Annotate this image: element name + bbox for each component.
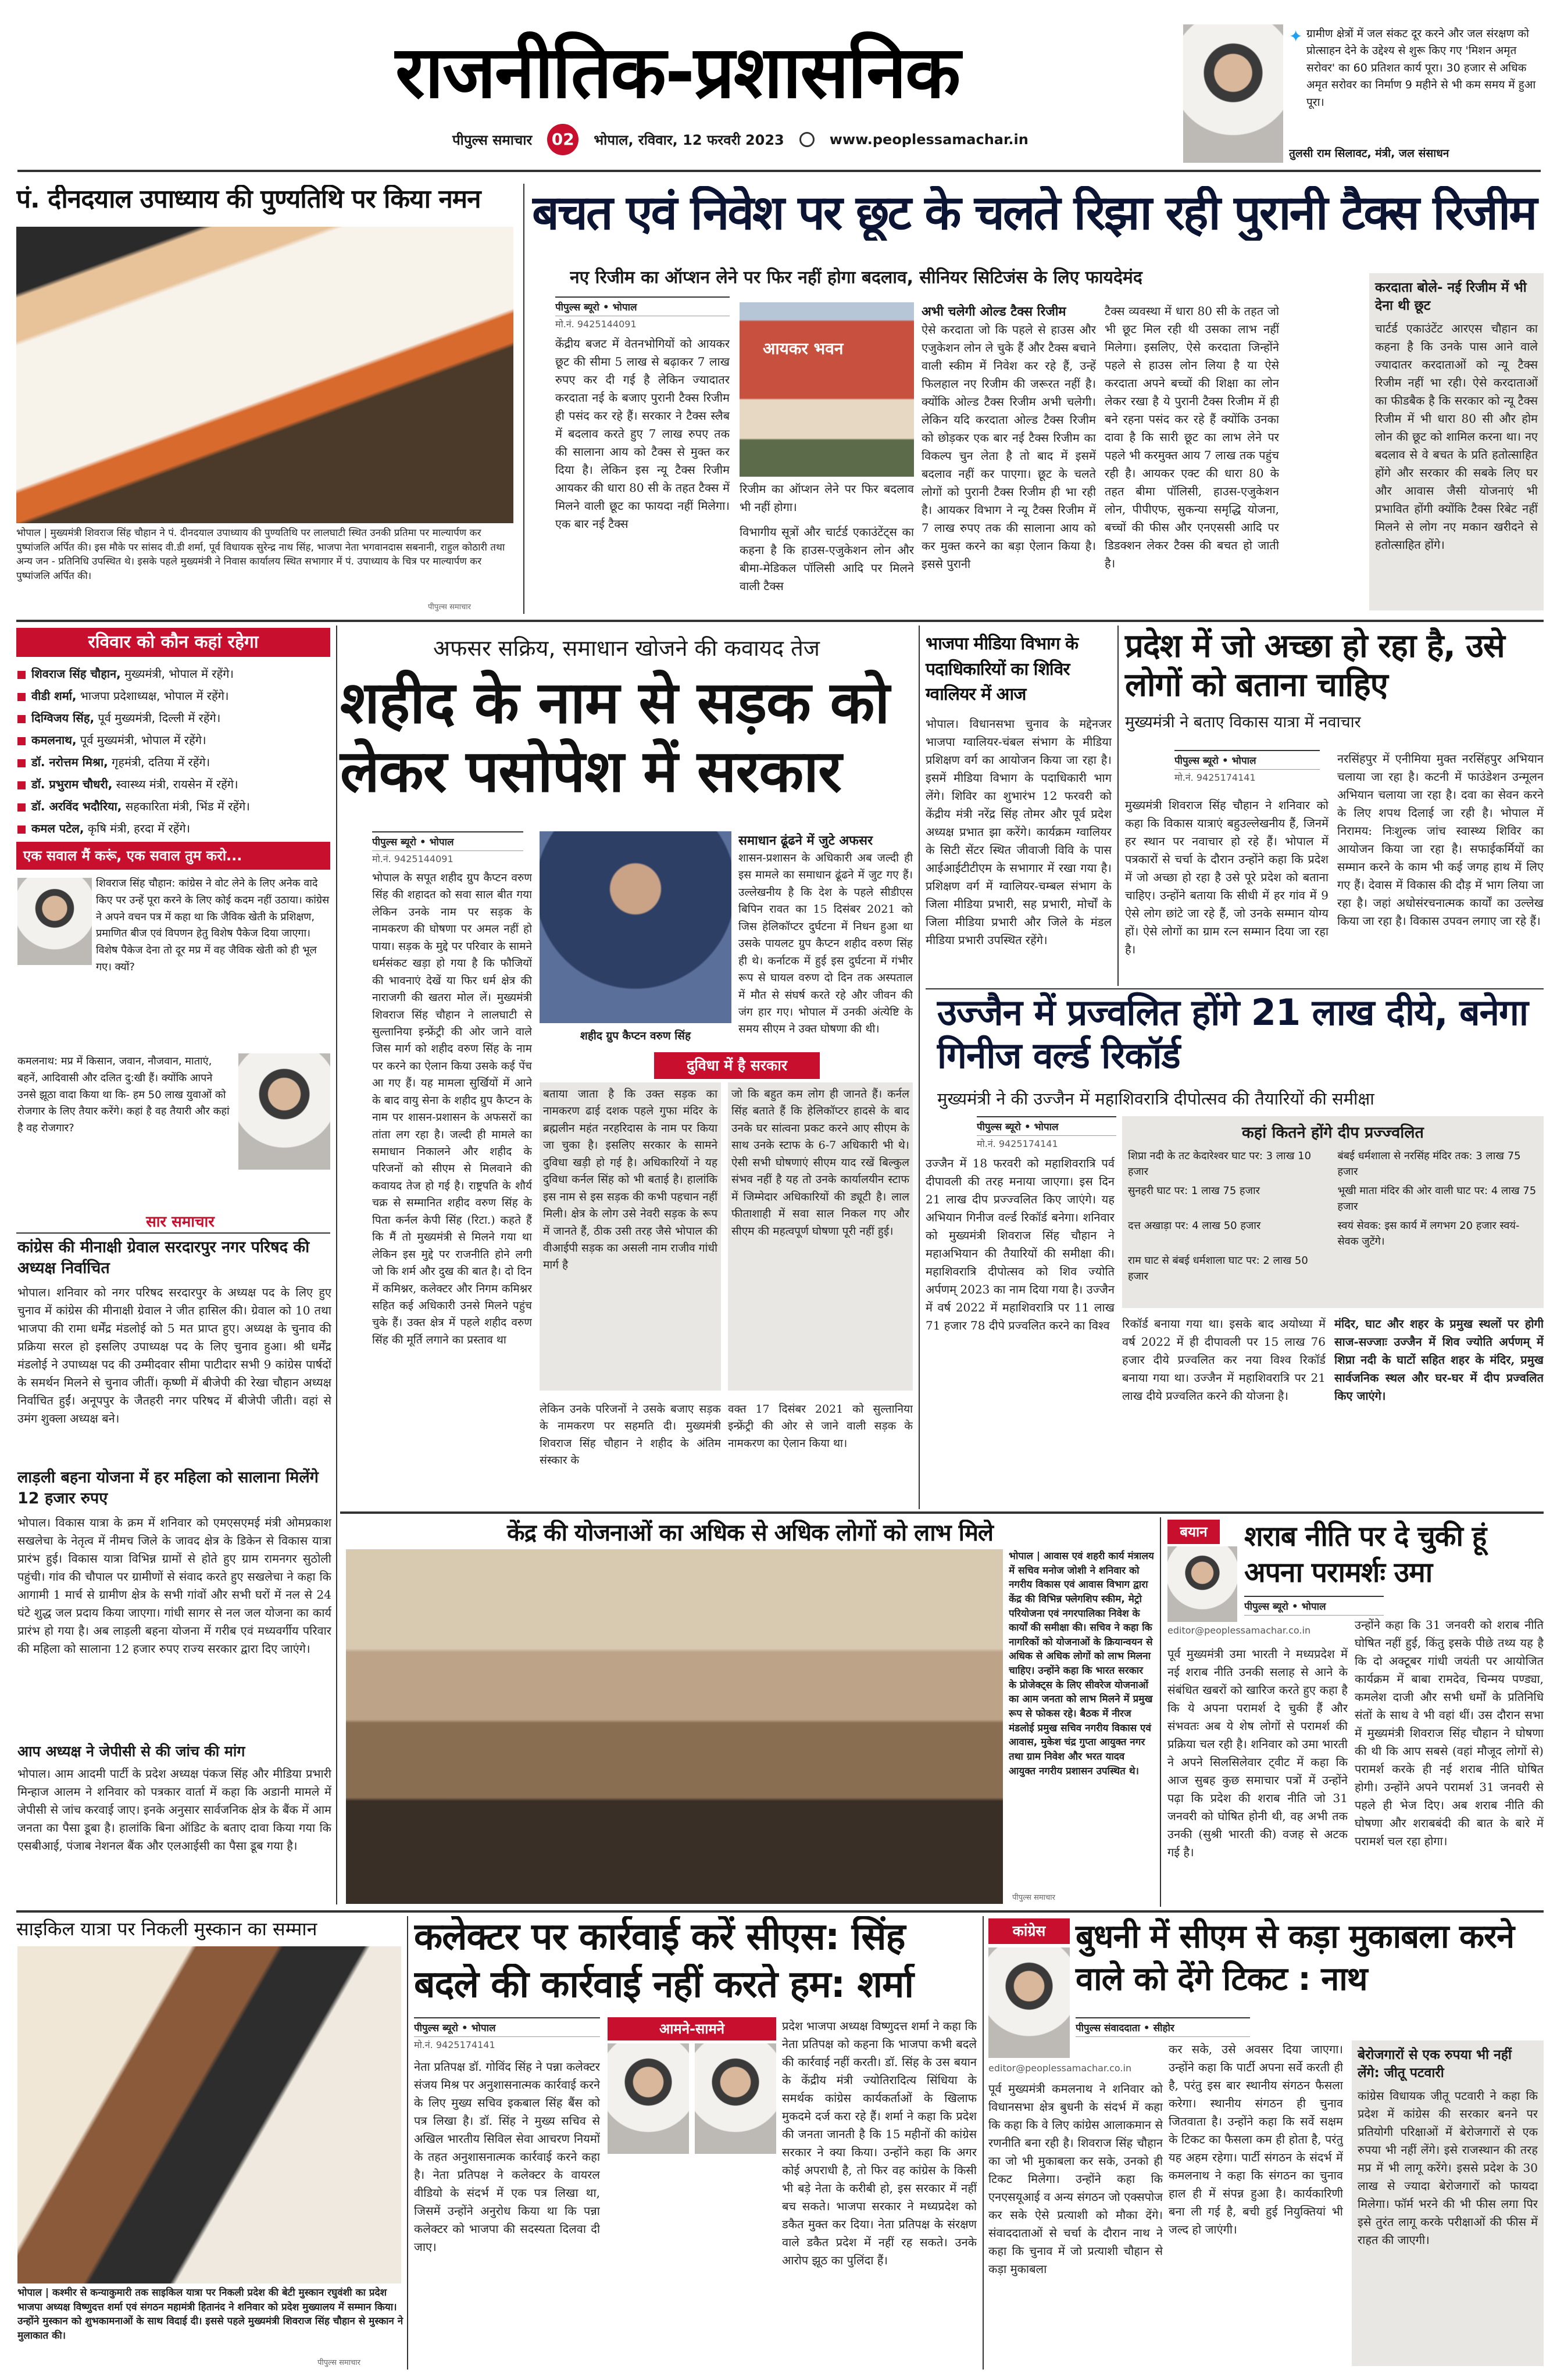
col-divider <box>407 1916 408 2370</box>
tax-col3-head: अभी चलेगी ओल्ड टैक्स रिजीम <box>922 305 1066 319</box>
bhajpa-text: भोपाल। विधानसभा चुनाव के मद्देनजर भाजपा ग्वालियर-चंबल संभाग के मीडिया प्रशिक्षण वर्ग का आयोजन किया जा रहा है। इसमें मीडिया विभाग के पदाधिकारी भाग लेंगे। शिविर का शुभारंभ 12 फरवरी को केंद्रीय मंत्री नरेंद्र सिंह तोमर और पूर्व प्रदेश अध्यक्ष प्रभात झा करेंगे। कार्यक्रम ग्वालियर के सिटी सेंटर स्थित जीवाजी विवि के पास आईआईटीटीएम के सभागार में रखा गया है। प्रशिक्षण वर्ग में ग्वालियर-चम्बल संभाग के जिला मीडिया प्रभारी, सह प्रभारी, मोर्चों के जिला मीडिया प्रभारी और जिले के मंडल मीडिया प्रभारी उपस्थित रहेंगे। <box>926 717 1112 947</box>
twitter-icon: ✦ <box>1289 27 1303 46</box>
dinadayal-photo <box>16 227 513 523</box>
tax-col1: केंद्रीय बजट में वेतनभोगियों को आयकर छूट की सीमा 5 लाख से बढ़ाकर 7 लाख रुपए कर दी गई है लेकिन ज्यादातर करदाता नई के बजाए पुरानी टैक्स रिजीम ही पसंद कर रहे हैं। सरकार ने टैक्स स्लैब में बदलाव करते हुए 7 लाख रुपए तक की सालाना आय को टैक्स से मुक्त कर दिया है। लेकिन इस न्यू टैक्स रिजीम आयकर की धारा 80 सी के तहत टैक्स में मिलने वाली छूट का फायदा नहीं मिलेगा। एक बार नई टैक्स <box>555 337 730 531</box>
list-item: डॉ. प्रभुराम चौधरी, स्वास्थ्य मंत्री, रायसेन में रहेंगे। <box>17 773 331 795</box>
col-divider <box>983 1916 984 2370</box>
saar-title: सार समाचार <box>146 1213 215 1231</box>
tax-col4: टैक्स व्यवस्था में धारा 80 सी के तहत जो भी छूट मिल रही थी उसका लाभ नहीं मिलेगा। इसलिए, ऐसे करदाता जिन्होंने पहले से हाउस लोन लिया है या ऐसे करदाता अपने बच्चों की शिक्षा का लोन लेकर रखा है ये पुरानी टैक्स रिजीम में ही बने रहना पसंद कर रहे हैं क्योंकि उनका दावा है कि सारी छूट का लाभ लेने पर पहले भी करमुक्त आय 7 लाख तक पहुंच रही है। आयकर एक्ट की धारा 80 के तहत बीमा पॉलिसी, हाउस-एजुकेशन लोन, पीपीएफ, सुकन्या समृद्धि योजना, बच्चों की फीस और एनएससी आदि पर डिडक्शन लेकर टैक्स की बचत हो जाती है। <box>1105 304 1279 570</box>
tweet-box <box>1183 24 1541 164</box>
uma-photo <box>1167 1546 1237 1622</box>
shaheed-mobile: मो.नं. 9425144091 <box>372 853 453 864</box>
budhni-sidebar <box>1352 2040 1544 2366</box>
budhni-byline: पीपुल्स संवाददाता • सीहोर <box>1076 2017 1250 2037</box>
tax-side-head: करदाता बोले- नई रिजीम में भी देना थी छूट <box>1375 280 1527 314</box>
cycle-photo <box>17 1946 401 2283</box>
sharab-kicker: बयान <box>1167 1520 1220 1544</box>
dubidha-c2: जो कि बहुत कम लोग ही जानते हैं। कर्नल सिंह बताते हैं कि हेलिकॉप्टर हादसे के बाद उनके घर सांत्वना प्रकट करने आए सीएम के साथ उनके स्टाफ के 6-7 अधिकारी भी थे। ऐसी सभी घोषणाएं सीएम याद रखें बिल्कुल संभव नहीं है यह तो उनके कार्यालयीन स्टाफ में जिम्मेदार अधिकारियों की ड्यूटी है। लाल फीताशाही में सवा साल निकल गए और सीएम की महत्वपूर्ण घोषणा पूरी नहीं हुई। <box>728 1082 913 1391</box>
page-number: 02 <box>547 124 578 155</box>
section-rule <box>926 988 1544 989</box>
list-item: भूखी माता मंदिर की ओर वाली घाट पर: 4 लाख 75 हजार <box>1337 1185 1537 1213</box>
col-divider <box>919 626 920 1509</box>
sharab-col2: उन्होंने कहा कि 31 जनवरी को शराब नीति घोषित नहीं हुई, किंतु इसके पीछे तथ्य यह है कि दो अक्टूबर गांधी जयंती पर आयोजित कार्यक्रम में बाबा रामदेव, चिन्मय पण्ड्या, कमलेश दाजी और सभी धर्मों के प्रतिनिधि संतों के साथ वे भी वहां थीं। उस दौरान सभा में मुख्यमंत्री शिवराज सिंह चौहान ने घोषणा की थी कि आप सबसे (वहां मौजूद लोगों से) परामर्श करके ही नई शराब नीति घोषित होगी। उन्होंने अपने परामर्श 31 जनवरी से पहले ही भेज दिए। अब शराब नीति की घोषणा और शराबबंदी की बात के बारे में परामर्श चल रहा होगा। <box>1355 1618 1544 1848</box>
minister-photo <box>1183 24 1283 163</box>
saar-h1: कांग्रेस की मीनाक्षी ग्रेवाल सरदारपुर नगर परिषद की अध्यक्ष निर्वाचित <box>17 1238 310 1278</box>
ujjain-box <box>1122 1116 1544 1308</box>
ujjain-box-extra: मंदिर, घाट और शहर के प्रमुख स्थलों पर होगी साज-सज्जाः उज्जैन में शिव ज्योति अर्पणम् में शिप्रा नदी के घाटों सहित शहर के मंदिर, प्रमुख सार्वजनिक स्थल और घर-घर में दीप प्रज्वलित किए जाएंगे। <box>1334 1317 1544 1403</box>
list-item: शिप्रा नदी के तट केदारेश्वर घाट पर: 3 लाख 10 हजार <box>1128 1150 1312 1178</box>
ujjain-col1: उज्जैन में 18 फरवरी को महाशिवरात्रि पर्व दीपावली की तरह मनाया जाएगा। इस दिन 21 लाख दीप प्रज्ज्वलित किए जाएंगे। यह अभियान गिनीज वर्ल्ड रिकॉर्ड बनेगा। शनिवार को मुख्यमंत्री शिवराज सिंह चौहान ने महाअभियान की तैयारियों की समीक्षा की। महाशिवरात्रि दीपोत्सव को शिव ज्योति अर्पणम् 2023 का नाम दिया गया है। उज्जैन में वर्ष 2022 में महाशिवरात्रि पर 11 लाख 71 हजार 78 दीपे प्रज्वलित करने का विश्व <box>926 1156 1115 1332</box>
list-item: बंबई धर्मशाला से नरसिंह मंदिर तक: 3 लाख 75 हजार <box>1337 1150 1521 1178</box>
section-title: राजनीतिक-प्रशासनिक <box>395 31 960 115</box>
dubidha-head: दुविधा में है सरकार <box>654 1052 820 1079</box>
tax-sidebar <box>1369 273 1544 610</box>
kamalnath-photo <box>238 1053 330 1170</box>
shaheed-byline: पीपुल्स ब्यूरो • भोपाल <box>372 831 523 851</box>
ujjain-subhead: मुख्यमंत्री ने की उज्जैन में महाशिवरात्रि दीपोत्सव की तैयारियों की समीक्षा <box>937 1089 1374 1109</box>
sharab-email: editor@peoplessamachar.co.in <box>1167 1625 1311 1636</box>
tax-side-text: चार्टर्ड एकाउंटेंट आरएस चौहान का कहना है कि उनके पास आने वाले ज्यादातर करदाताओं को न्यू टैक्स रिजीम नहीं भा रही। ऐसे करदाताओं का फीडबैक है कि सरकार को न्यू टैक्स रिजीम में भी धारा 80 सी और होम लोन की छूट को शामिल करना था। नए बदलाव से वे बचत के प्रति हतोत्साहित होंगे और सरकार की सबके लिए घर और आवास जैसी योजनाएं भी प्रभावित होंगी क्योंकि टैक्स रिबेट नहीं मिलने से लोग नए मकान खरीदने से हतोत्साहित होंगे। <box>1375 321 1538 552</box>
saar-rule <box>16 1232 330 1234</box>
vs-title: आमने-सामने <box>608 2017 776 2040</box>
ujjain-byline: पीपुल्स ब्यूरो • भोपाल <box>977 1116 1116 1136</box>
bhajpa-headline: भाजपा मीडिया विभाग के पदाधिकारियों का शिविर ग्वालियर में आज <box>926 634 1079 705</box>
col-divider <box>336 626 337 1904</box>
tax-headline: बचत एवं निवेश पर छूट के चलते रिझा रही पुरानी टैक्स रिजीम <box>532 186 1536 241</box>
pradesh-col1: मुख्यमंत्री शिवराज सिंह चौहान ने शनिवार को कहा कि विकास यात्राएं बहुउल्लेखनीय हैं, जिनमें हर स्थान पर नवाचार हो रहे हैं। भोपाल में पत्रकारों से चर्चा के दौरान उन्होंने कहा कि प्रदेश में जो अच्छा हो रहा है उसे पूरे प्रदेश को बताना चाहिए। उन्होंने बताया कि सीधी में हर गांव में 9 ऐसे लोग छांटे जा रहे हैं, जो उनके सम्मान योग्य हों। ऐसे लोगों का ग्राम रत्न सम्मान दिया जा रहा है। <box>1125 798 1329 956</box>
qa-answer: कमलनाथ: मप्र में किसान, जवान, नौजवान, माताएं, बहनें, आदिवासी और दलित दु:खी हैं। क्योंकि आपने उनसे झूठा वादा किया था कि- हम 50 लाख युवाओं को रोजगार के लिए तैयार करेंगे। कहां है वह तैयारी और कहां है वह रोजगार? <box>17 1055 230 1135</box>
sunday-title: रविवार को कौन कहां रहेगा <box>16 628 330 657</box>
tax-photo <box>740 302 914 477</box>
collector-headline-2: बदले की कार्रवाई नहीं करते हम: शर्मा <box>414 1964 913 2006</box>
cycle-credit: पीपुल्स समाचार <box>314 2357 364 2367</box>
kendra-caption: भोपाल | आवास एवं शहरी कार्य मंत्रालय में सचिव मनोज जोशी ने शनिवार को नगरीय विकास एवं आवास विभाग द्वारा केंद्र की विभिन्न फ्लेगशिप स्कीम, मेट्रो परियोजना एवं नगरपालिका निवेश के कार्यों की समीक्षा की। सचिव ने कहा कि नागरिकों को योजनाओं के क्रियान्वयन से अधिक से अधिक लोगों को लाभ मिलना चाहिए। उन्होंने कहा कि भारत सरकार के प्रोजेक्ट्स के लिए सीवरेज योजनाओं का आम जनता को लाभ मिलने में प्रमुख रूप से फोकस रहे। बैठक में नीरज मंडलोई प्रमुख सचिव नगरीय विकास एवं आवास, मुकेश चंद्र गुप्ता आयुक्त नगर तथा ग्राम निवेश और भरत यादव आयुक्त नगरीय प्रशासन उपस्थित थे। <box>1009 1549 1154 1889</box>
sharab-headline: शराब नीति पर दे चुकी हूं अपना परामर्शः उमा <box>1244 1520 1487 1589</box>
tax-col3: ऐसे करदाता जो कि पहले से हाउस और एजुकेशन लोन ले चुके हैं और टैक्स बचाने वाली स्कीम में निवेश कर रहे हैं, उन्हें फिलहाल नए रिजीम की जरूरत नहीं है। क्योंकि ओल्ड टैक्स रिजीम अभी चलेगी। लेकिन यदि करदाता ओल्ड टैक्स रिजीम को छोड़कर एक बार नई टैक्स रिजीम का विकल्प चुन लेता है तो बाद में इसमें बदलाव नहीं कर पाएगा। छूट के चलते लोगों को पुरानी टैक्स रिजीम ही भा रही है। आयकर विभाग ने न्यू टैक्स रिजीम में 7 लाख रुपए तक की सालाना आय को कर मुक्त करने का बड़ा ऐलान किया है। इससे पुरानी <box>922 323 1096 571</box>
budhni-side-head: बेरोजगारों से एक रुपया भी नहीं लेंगे: जीतू पटवारी <box>1358 2047 1512 2081</box>
saar-t3: भोपाल। आम आदमी पार्टी के प्रदेश अध्यक्ष पंकज सिंह और मीडिया प्रभारी मिन्हाज आलम ने शनिवार को पत्रकार वार्ता में कहा कि अडानी मामले में जेपीसी से जांच करवाई जाए। इनके अनुसार सार्वजनिक क्षेत्र के बैंक में आम जनता का पैसा डूबा है। हालांकि बिना ऑडिट के बताए दावा किया गया कि एसबीआई, पंजाब नेशनल बैंक और एलआईसी का पैसा डूब गया है। <box>17 1767 331 1853</box>
tax-col2b: विभागीय सूत्रों और चार्टर्ड एकाउंटेंट्स का कहना है कि हाउस-एजुकेशन लोन और बीमा-मेडिकल पॉलिसी आदि पर मिलने वाली टैक्स <box>740 525 914 593</box>
col-divider <box>1160 1517 1161 1907</box>
pradesh-col2: नरसिंहपुर में एनीमिया मुक्त नरसिंहपुर अभियान चलाया जा रहा है। कटनी में फाउंडेशन उन्मूलन अभियान चलाया जा रहा है। दवा का सेवन करने के लिए शपथ दिलाई जा रही है। भोपाल में निरामय: निःशुल्क जांच स्वास्थ्य शिविर का आयोजन किया जा रहा है। सफाईकर्मियों का सम्मान करने के काम भी कई जगह हाथ में लिए गए हैं। देवास में विकास की दौड़ में भाग लिया जा रहा है। जहां अधोसंरचनात्मक कार्यों का उल्लेख किया जा रहा है। विकास उपवन लगाए जा रहे हैं। <box>1337 752 1544 928</box>
dubidha-c1: बताया जाता है कि उक्त सड़क का नामकरण ढाई दशक पहले गुफा मंदिर के ब्रह्मलीन महंत नरहरिदास के नाम पर किया जा चुका है। इसलिए सरकार के सामने दुविधा खड़ी हो गई है। अधिकारियों ने यह दुविधा कर्नल सिंह को भी बताई है। हालांकि इस नाम से इस सड़क की कभी पहचान नहीं मिली। क्षेत्र के लोग उसे नेवरी सड़क के रूप में जानते हैं, ठीक उसी तरह जैसे भोपाल की वीआईपी सड़क का असली नाम राजीव गांधी मार्ग है <box>540 1082 721 1391</box>
pradesh-subhead: मुख्यमंत्री ने बताए विकास यात्रा में नवाचार <box>1125 713 1361 731</box>
list-item: शिवराज सिंह चौहान, मुख्यमंत्री, भोपाल में रहेंगे। <box>17 663 331 685</box>
globe-icon <box>799 132 815 147</box>
budhni-email: editor@peoplessamachar.co.in <box>988 2063 1132 2074</box>
cycle-caption: भोपाल | कश्मीर से कन्याकुमारी तक साइकिल यात्रा पर निकली प्रदेश की बेटी मुस्कान रघुवंशी का प्रदेश भाजपा अध्यक्ष विष्णुदत्त शर्मा एवं संगठन महामंत्री हितानंद ने शनिवार को प्रदेश मुख्यालय में सम्मान किया। उन्होंने मुस्कान को शुभकामनाओं के साथ विदाई दी। इससे पहले मुख्यमंत्री शिवराज सिंह चौहान से मुस्कान ने मुलाकात की। <box>17 2286 404 2356</box>
budhni-col1: पूर्व मुख्यमंत्री कमलनाथ ने शनिवार को विधानसभा क्षेत्र बुधनी के संदर्भ में कहा कि कहा कि वे लिए कांग्रेस आलाकमान से रणनीति बना रही है। शिवराज सिंह चौहान का जो भी मुकाबला कर सके, उनको ही टिकट मिलेगा। उन्होंने कहा कि एनएसयूआई व अन्य संगठन जो एक्सपोज कर सके ऐसे प्रत्याशी को मौका देंगे। संवाददाताओं से चर्चा के दौरान नाथ ने कहा कि चुनाव में जो प्रत्याशी चौहान से कड़ा मुकाबला <box>988 2082 1163 2276</box>
budhni-kicker: कांग्रेस <box>988 1918 1070 1944</box>
shaheed-photo-caption: शहीद ग्रुप कैप्टन वरुण सिंह <box>580 1030 691 1042</box>
tax-photo-label: आयकर भवन <box>763 339 844 358</box>
masthead-bar <box>452 122 1109 157</box>
cycle-headline: साइकिल यात्रा पर निकली मुस्कान का सम्मान <box>16 1918 317 1940</box>
tweet-author: तुलसी राम सिलावट, मंत्री, जल संसाधन <box>1289 147 1449 160</box>
dateline: भोपाल, रविवार, 12 फरवरी 2023 <box>594 131 784 148</box>
col-divider <box>523 184 524 614</box>
kendra-headline: केंद्र की योजनाओं का अधिक से अधिक लोगों को लाभ मिले <box>506 1520 994 1546</box>
shaheed-col1: भोपाल के सपूत शहीद ग्रुप कैप्टन वरुण सिंह की शहादत को सवा साल बीत गया लेकिन उनके नाम पर सड़क के नामकरण की घोषणा पर अमल नहीं हो पाया। सड़क के मुद्दे पर परिवार के सामने धर्मसंकट खड़ा हो गया है कि फौजियों की भावनाएं देखें या फिर धर्म क्षेत्र की नाराजगी की खतरा मोल लें। मुख्यमंत्री शिवराज सिंह चौहान ने लालघाटी से सुल्तानिया इन्फ्रेंट्री की ओर जाने वाले जिस मार्ग को शहीद वरुण सिंह के नाम पर करने का ऐलान किया उसके कई पेंच आ गए हैं। यह मामला सुर्खियों में आने के बाद वायु सेना के शहीद ग्रुप कैप्टन के नाम पर शासन-प्रशासन के अफसरों का तांता लग रहा है। जल्दी ही मामले का समाधान निकालने और शहीद के परिजनों को सीएम से मिलवाने की कवायद तेज हो गई है। राष्ट्रपति के शौर्य चक्र से सम्मानित शहीद वरुण सिंह के पिता कर्नल केपी सिंह (रिटा.) कहते हैं कि मैं तो मुख्यमंत्री से मिलने गया था लेकिन इस मुद्दे पर राजनीति होने लगी जो कि शर्म और दुख की बात है। दो दिन में कमिश्नर, कलेक्टर और निगम कमिश्नर सहित कई अधिकारी उनसे मिलने पहुंच चुके हैं। उक्त क्षेत्र में पहले शहीद वरुण सिंह की मूर्ति लगाने का प्रस्ताव था <box>372 871 532 1346</box>
dinadayal-credit: पीपुल्स समाचार <box>424 601 474 612</box>
ujjain-headline: उज्जैन में प्रज्वलित होंगे 21 लाख दीये, बनेगा गिनीज वर्ल्ड रिकॉर्ड <box>937 991 1528 1077</box>
shaheed-kicker: अफसर सक्रिय, समाधान खोजने की कवायद तेज <box>433 635 820 661</box>
list-item: वीडी शर्मा, भाजपा प्रदेशाध्यक्ष, भोपाल में रहेंगे। <box>17 685 331 707</box>
pradesh-mobile: मो.नं. 9425174141 <box>1174 772 1256 783</box>
dinadayal-caption: भोपाल | मुख्यमंत्री शिवराज सिंह चौहान ने पं. दीनदयाल उपाध्याय की पुण्यतिथि पर लालघाटी स्थित उनकी प्रतिमा पर माल्यार्पण कर पुष्पांजलि अर्पित की। इस मौके पर सांसद वी.डी शर्मा, पूर्व विधायक सुरेन्द्र नाथ सिंह, भाजपा नेता भगवानदास सबनानी, राहुल कोठारी तथा अन्य जन - प्रतिनिधि उपस्थित थे। इसके पहले मुख्यमंत्री ने निवास कार्यालय स्थित सभागार में पं. उपाध्याय के चित्र पर माल्यार्पण कर पुष्पांजलि अर्पित की। <box>16 526 516 599</box>
shaheed-side-head: समाधान ढूंढने में जुटे अफसर <box>738 834 873 848</box>
list-item: कमलनाथ, पूर्व मुख्यमंत्री, भोपाल में रहेंगे। <box>17 729 331 751</box>
collector-col2: प्रदेश भाजपा अध्यक्ष विष्णुदत्त शर्मा ने कहा कि नेता प्रतिपक्ष को कहना कि भाजपा कभी बदले की कार्रवाई नहीं करती। डॉ. सिंह के उस बयान के केंद्रीय मंत्री ज्योतिरादित्य सिंधिया के समर्थक कांग्रेस कार्यकर्ताओं के खिलाफ मुकदमे दर्ज करा रहे हैं। शर्मा ने कहा कि प्रदेश की जनता जानती है कि 15 महीनों की कांग्रेस सरकार ने क्या किया। उन्होंने कहा कि अगर कोई अपराधी है, तो फिर वह कांग्रेस के किसी भी बड़े नेता के करीबी हो, इस सरकार में नहीं बच सकते। भाजपा सरकार ने मध्यप्रदेश को डकैत मुक्त कर दिया। नेता प्रतिपक्ष के संरक्षण वाले डकैत प्रदेश में नहीं रह सकते। उनके आरोप झूठ का पुलिंदा हैं। <box>782 2019 977 2267</box>
budhni-headline: बुधनी में सीएम से कड़ा मुकाबला करने वाले को देंगे टिकट : नाथ <box>1076 1918 1515 1998</box>
kendra-photo <box>346 1549 1003 1904</box>
collector-mobile: मो.नं. 9425174141 <box>414 2039 495 2050</box>
shaheed-side-text: शासन-प्रशासन के अधिकारी अब जल्दी ही इस मामले का समाधान ढूंढने में जुट गए हैं। उल्लेखनीय है कि देश के पहले सीडीएस बिपिन रावत का 15 दिसंबर 2021 को जिस हेलिकॉप्टर दुर्घटना में निधन हुआ था उसके पायलट ग्रुप कैप्टन शहीद वरुण सिंह ही थे। कर्नाटक में हुई इस दुर्घटना में गंभीर रूप से घायल वरुण दो दिन तक अस्पताल में मौत से संघर्ष करते रहे और जीवन की जंग हार गए। भोपाल में उनकी अंत्येष्टि के समय सीएम ने उक्त घोषणा की थी। <box>738 852 913 1036</box>
ujjain-box-title: कहां कितने होंगे दीप प्रज्ज्वलित <box>1242 1124 1424 1142</box>
list-item: दिग्विजय सिंह, पूर्व मुख्यमंत्री, दिल्ली में रहेंगे। <box>17 707 331 729</box>
shaheed-bottom-c3: वक्त 17 दिसंबर 2021 को सुल्तानिया इन्फ्रेंट्री की ओर से जाने वाली सड़क के नामकरण का ऐलान किया था। <box>728 1403 913 1450</box>
list-item: डॉ. अरविंद भदौरिया, सहकारिता मंत्री, भिंड में रहेंगे। <box>17 795 331 817</box>
top-rule <box>17 170 1541 172</box>
collector-headline-1: कलेक्टर पर कार्रवाई करें सीएस: सिंह <box>414 1916 905 1959</box>
tax-byline: पीपुल्स ब्यूरो • भोपाल <box>555 296 730 316</box>
kendra-credit: पीपुल्स समाचार <box>1009 1892 1059 1902</box>
collector-col1: नेता प्रतिपक्ष डॉ. गोविंद सिंह ने पन्ना कलेक्टर संजय मिश्र पर अनुशासनात्मक कार्रवाई करने के लिए मुख्य सचिव इकबाल सिंह बैंस को पत्र लिखा है। डॉ. सिंह ने मुख्य सचिव से अखिल भारतीय सिविल सेवा आचरण नियमों के तहत अनुशासनात्मक कार्रवाई करने कहा है। नेता प्रतिपक्ष ने कलेक्टर के वायरल वीडियो के संदर्भ में एक पत्र लिखा था, जिसमें उन्होंने अनुरोध किया था कि पन्ना कलेक्टर को भाजपा की सदस्यता दिलवा दी जाए। <box>414 2060 600 2254</box>
pradesh-headline: प्रदेश में जो अच्छा हो रहा है, उसे लोगों को बताना चाहिए <box>1125 627 1505 705</box>
sharab-col1: पूर्व मुख्यमंत्री उमा भारती ने मध्यप्रदेश में नई शराब नीति उनकी सलाह से आने के संबंधित खबरों को खारिज करते हुए कहा है कि ये अपना परामर्श दे चुकी हैं और संभवतः अब ये शेष लोगों से परामर्श की प्रक्रिया चल रही है। शनिवार को उमा भारती ने अपने सिलसिलेवार ट्वीट में कहा कि आज सुबह कुछ समाचार पत्रों में उन्होंने पढ़ा कि प्रदेश की शराब नीति जो 31 जनवरी को घोषित होनी थी, वह अभी तक उनकी (सुश्री भारती की) वजह से अटक गई है। <box>1167 1647 1348 1859</box>
list-item: कमल पटेल, कृषि मंत्री, हरदा में रहेंगे। <box>17 817 331 839</box>
shaheed-photo <box>540 831 731 1023</box>
sunday-list <box>17 663 331 839</box>
kamalnath-budhni-photo <box>988 1947 1070 2058</box>
qa-title: एक सवाल मैं करूं, एक सवाल तुम करो... <box>16 842 330 870</box>
collector-byline: पीपुल्स ब्यूरो • भोपाल <box>414 2017 600 2037</box>
saar-t1: भोपाल। शनिवार को नगर परिषद सरदारपुर के अध्यक्ष पद के लिए हुए चुनाव में कांग्रेस की मीनाक्षी ग्रेवाल ने जीत हासिल की। ग्रेवाल को 10 तथा भाजपा की रामा धर्मेंद्र मंडलोई को 5 मत प्राप्त हुए। अध्यक्ष के चुनाव की प्रक्रिया सरल हो इसलिए उपाध्यक्ष पद के लिए चुनाव हुआ। श्री धर्मेंद्र मंडलोई ने उपाध्यक्ष पद की उम्मीदवार सीमा पाटीदार सभी 9 कांग्रेस पार्षदों के समर्थन मिलने से चुनाव जीतीं। कृष्णी में बीजेपी की रेखा चौहान अध्यक्ष निर्वाचित हुईं। अनूपपुर के जैतहरी नगर परिषद में बीजेपी जीती। वहां से उमंग शुक्ला अध्यक्ष बने। <box>17 1285 331 1425</box>
website-link[interactable]: www.peoplessamachar.in <box>829 131 1029 148</box>
tax-mobile: मो.नं. 9425144091 <box>555 319 637 330</box>
list-item: राम घाट से बंबई धर्मशाला घाट पर: 2 लाख 50 हजार <box>1128 1255 1308 1282</box>
dinadayal-headline: पं. दीनदयाल उपाध्याय की पुण्यतिथि पर किया नमन <box>16 185 481 214</box>
ujjain-mobile: मो.नं. 9425174141 <box>977 1138 1058 1149</box>
shaheed-headline: शहीद के नाम से सड़क को लेकर पसोपेश में सरकार <box>340 669 890 805</box>
paper-name: पीपुल्स समाचार <box>452 131 533 148</box>
govind-photo <box>608 2043 689 2154</box>
shaheed-bottom-c2: लेकिन उनके परिजनों ने उसके बजाए सड़क के नामकरण पर सहमति दी। मुख्यमंत्री शिवराज सिंह चौहान ने शहीद के अंतिम संस्कार के <box>540 1403 721 1467</box>
saar-h2: लाड़ली बहना योजना में हर महिला को सालाना मिलेंगे 12 हजार रुपए <box>17 1468 319 1508</box>
section-rule <box>340 1511 1544 1514</box>
list-item: दत्त अखाड़ा पर: 4 लाख 50 हजार <box>1128 1220 1261 1232</box>
saar-t2: भोपाल। विकास यात्रा के क्रम में शनिवार को एमएसएमई मंत्री ओमप्रकाश सखलेचा के नेतृत्व में नीमच जिले के जावद क्षेत्र के डिकेन से विकास यात्रा प्रारंभ हुई। विकास यात्रा विभिन्न ग्रामों से होते हुए ग्राम रामनगर सुठोली पहुंची। गांव की चौपाल पर ग्रामीणों से संवाद करते हुए सखलेचा ने कहा कि आगामी 1 मार्च से ग्रामीण क्षेत्र के सभी गांवों और सभी घरों में नल से 24 घंटे शुद्ध जल प्रदाय किया जाएगा। गांधी सागर से नल जल योजना का कार्य प्रारंभ हो गया है। अब लाड़ली बहना योजना में गरीब एवं मध्यवर्गीय परिवार की महिला को सालाना 12 हजार रुपए राज्य सरकार द्वारा दिए जाएंगे। <box>17 1516 331 1656</box>
ujjain-col2: रिकॉर्ड बनाया गया था। इसके बाद अयोध्या में वर्ष 2022 में ही दीपावली पर 15 लाख 76 हजार दीये प्रज्वलित कर नया विश्व रिकॉर्ड बनाया गया था। उज्जैन में महाशिवरात्रि पर 21 लाख दीये प्रज्वलित करने की योजना है। <box>1122 1317 1326 1403</box>
saar-h3: आप अध्यक्ष ने जेपीसी से की जांच की मांग <box>17 1743 245 1760</box>
list-item: स्वयं सेवक: इस कार्य में लगभग 20 हजार स्वयं-सेवक जुटेंगे। <box>1337 1220 1520 1248</box>
section-rule <box>16 1910 1544 1913</box>
list-item: डॉ. नरोत्तम मिश्रा, गृहमंत्री, दतिया में रहेंगे। <box>17 751 331 773</box>
col-divider <box>1117 626 1119 986</box>
qa-question: शिवराज सिंह चौहान: कांग्रेस ने वोट लेने के लिए अनेक वादे किए पर उन्हें पूरा करने के लिए कोई कदम नहीं उठाया। कांग्रेस ने अपने वचन पत्र में कहा था कि जैविक खेती के प्रशिक्षण, प्रमाणित बीज एवं विपणन हेतु विशेष पैकेज दिया जाएगा। विशेष पैकेज देना तो दूर मप्र में वह जैविक खेती को ही भूल गए। क्यों? <box>96 877 330 973</box>
tax-subhead: नए रिजीम का ऑप्शन लेने पर फिर नहीं होगा बदलाव, सीनियर सिटिजंस के लिए फायदेमंद <box>570 267 1142 288</box>
budhni-col2: कर सके, उसे अवसर दिया जाएगा। उन्होंने कहा कि पार्टी अपना सर्वे करती ही है, परंतु इस बार स्थानीय संगठन फैसला करेगा। स्थानीय संगठन ही चुनाव जितवाता है। उन्होंने कहा कि सर्वे सक्षम के टिकट का फैसला कम ही होता है, परंतु यह अहम रहेगा। पार्टी संगठन के संदर्भ में कमलनाथ ने कहा कि संगठन का चुनाव हाल ही में संपन्न हुआ है। कार्यकारिणी बना ली गई है, बची हुई नियुक्तियां भी जल्द हो जाएंगी। <box>1169 2042 1343 2236</box>
pradesh-byline: पीपुल्स ब्यूरो • भोपाल <box>1174 750 1320 770</box>
section-rule <box>16 620 1544 622</box>
budhni-side-text: कांग्रेस विधायक जीतू पटवारी ने कहा कि प्रदेश में कांग्रेस की सरकार बनने पर प्रतियोगी परिक्षाओं में बेरोजगारों से एक रुपया भी नहीं लेंगे। इसे राजस्थान की तरह मप्र में भी लागू करेंगे। इससे प्रदेश के 30 लाख से ज्यादा बेरोजगारों को फायदा मिलेगा। फॉर्म भरने की भी फीस लगा पिर इसे तुरंत लागू करके परीक्षाओं की फीस में राहत की जाएगी। <box>1358 2089 1538 2247</box>
shivraj-photo <box>17 878 92 965</box>
tax-photo-caption: रिजीम का ऑप्शन लेने पर फिर बदलाव भी नहीं होगा। <box>740 482 914 514</box>
list-item: सुनहरी घाट पर: 1 लाख 75 हजार <box>1128 1185 1260 1197</box>
vd-sharma-photo <box>695 2043 776 2154</box>
sharab-byline: पीपुल्स ब्यूरो • भोपाल <box>1244 1596 1384 1616</box>
tweet-text: ग्रामीण क्षेत्रों में जल संकट दूर करने और जल संरक्षण को प्रोत्साहन देने के उद्देश्य से शुरू किए गए 'मिशन अमृत सरोवर' का 60 प्रतिशत कार्य पूरा। 30 हजार से अधिक अमृत सरोवर का निर्माण 9 महीने से भी कम समय में हुआ पूरा। <box>1306 27 1536 109</box>
